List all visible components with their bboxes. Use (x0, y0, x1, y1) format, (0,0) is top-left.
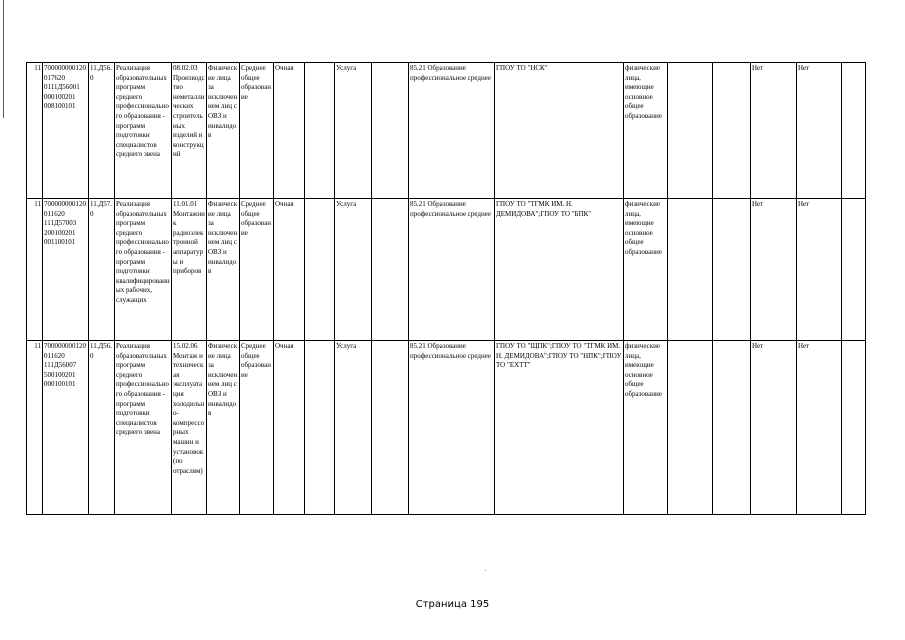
table-row (27, 199, 866, 341)
empty-cell (668, 199, 713, 341)
consumer-category: Физические лица за исключением лиц с ОВЗ и инвалидов (207, 341, 240, 515)
consumer-category: Физические лица за исключением лиц с ОВЗ и инвалидов (207, 63, 240, 199)
row-number: 11 (27, 199, 43, 341)
empty-cell (713, 63, 751, 199)
study-form: Очная (274, 341, 305, 515)
service-type: Услуга (335, 63, 372, 199)
empty-cell (372, 199, 409, 341)
service-type: Услуга (335, 341, 372, 515)
specialty: 15.02.06 Монтаж и техническая эксплуатация холодильно-компрессорных машин и установок (по отраслям) (172, 341, 207, 515)
service-name: Реализация образовательных программ среднего профессионального образования - программ подготовки специалистов среднего звена (115, 341, 172, 515)
service-type: Услуга (335, 199, 372, 341)
service-name: Реализация образовательных программ среднего профессионального образования - программ подготовки квалифицированных рабочих, служащих (115, 199, 172, 341)
registry-code: 700000000120017620 0111Д56001 000100201 008100101 (43, 63, 89, 199)
flag-second: Нет (797, 63, 842, 199)
okved-code: 85.21 Образование профессиональное среднее (409, 199, 495, 341)
scan-edge-line (3, 0, 4, 118)
service-subcode: 11.Д56.0 (89, 341, 115, 515)
okved-code: 85.21 Образование профессиональное среднее (409, 63, 495, 199)
empty-cell (372, 341, 409, 515)
okved-code: 85.21 Образование профессиональное среднее (409, 341, 495, 515)
institutions: ГПОУ ТО "ТГМК ИМ. Н. ДЕМИДОВА";ГПОУ ТО "БПК" (495, 199, 624, 341)
flag-payable: Нет (751, 341, 797, 515)
scan-speck (485, 570, 486, 571)
institutions: ГПОУ ТО "ЩПК";ГПОУ ТО "ТГМК ИМ. Н. ДЕМИДОВА";ГПОУ ТО "НПК";ГПОУ ТО "ЕХТТ" (495, 341, 624, 515)
institutions: ГПОУ ТО "НСК" (495, 63, 624, 199)
service-name: Реализация образовательных программ среднего профессионального образования - программ подготовки специалистов среднего звена (115, 63, 172, 199)
study-form: Очная (274, 199, 305, 341)
empty-cell (842, 63, 866, 199)
empty-cell (372, 63, 409, 199)
empty-cell (305, 63, 335, 199)
education-level: Среднее общее образование (240, 341, 274, 515)
recipients: физические лица, имеющие основное общее образование (624, 341, 668, 515)
empty-cell (305, 341, 335, 515)
registry-table (26, 62, 866, 515)
empty-cell (713, 199, 751, 341)
flag-second: Нет (797, 199, 842, 341)
specialty: 08.02.03 Производство неметаллических строительных изделий и конструкций (172, 63, 207, 199)
empty-cell (842, 199, 866, 341)
education-level: Среднее общее образование (240, 199, 274, 341)
registry-code: 700000000120011620 111Д56007 500100201 000100101 (43, 341, 89, 515)
specialty: 11.01.01 Монтажник радиоэлектронной аппаратуры и приборов (172, 199, 207, 341)
row-number: 11 (27, 341, 43, 515)
row-number: 11 (27, 63, 43, 199)
recipients: физические лица, имеющие основное общее образование (624, 63, 668, 199)
service-subcode: 11.Д57.0 (89, 199, 115, 341)
empty-cell (305, 199, 335, 341)
empty-cell (668, 341, 713, 515)
empty-cell (668, 63, 713, 199)
service-subcode: 11.Д56.0 (89, 63, 115, 199)
empty-cell (842, 341, 866, 515)
registry-code: 700000000120011620 111Д57003 200100201 001100101 (43, 199, 89, 341)
flag-payable: Нет (751, 63, 797, 199)
flag-payable: Нет (751, 199, 797, 341)
empty-cell (713, 341, 751, 515)
table-row (27, 63, 866, 199)
page-number: Страница 195 (415, 599, 490, 610)
education-level: Среднее общее образование (240, 63, 274, 199)
flag-second: Нет (797, 341, 842, 515)
recipients: физические лица, имеющие основное общее образование (624, 199, 668, 341)
study-form: Очная (274, 63, 305, 199)
consumer-category: Физические лица за исключением лиц с ОВЗ и инвалидов (207, 199, 240, 341)
table-row (27, 341, 866, 515)
